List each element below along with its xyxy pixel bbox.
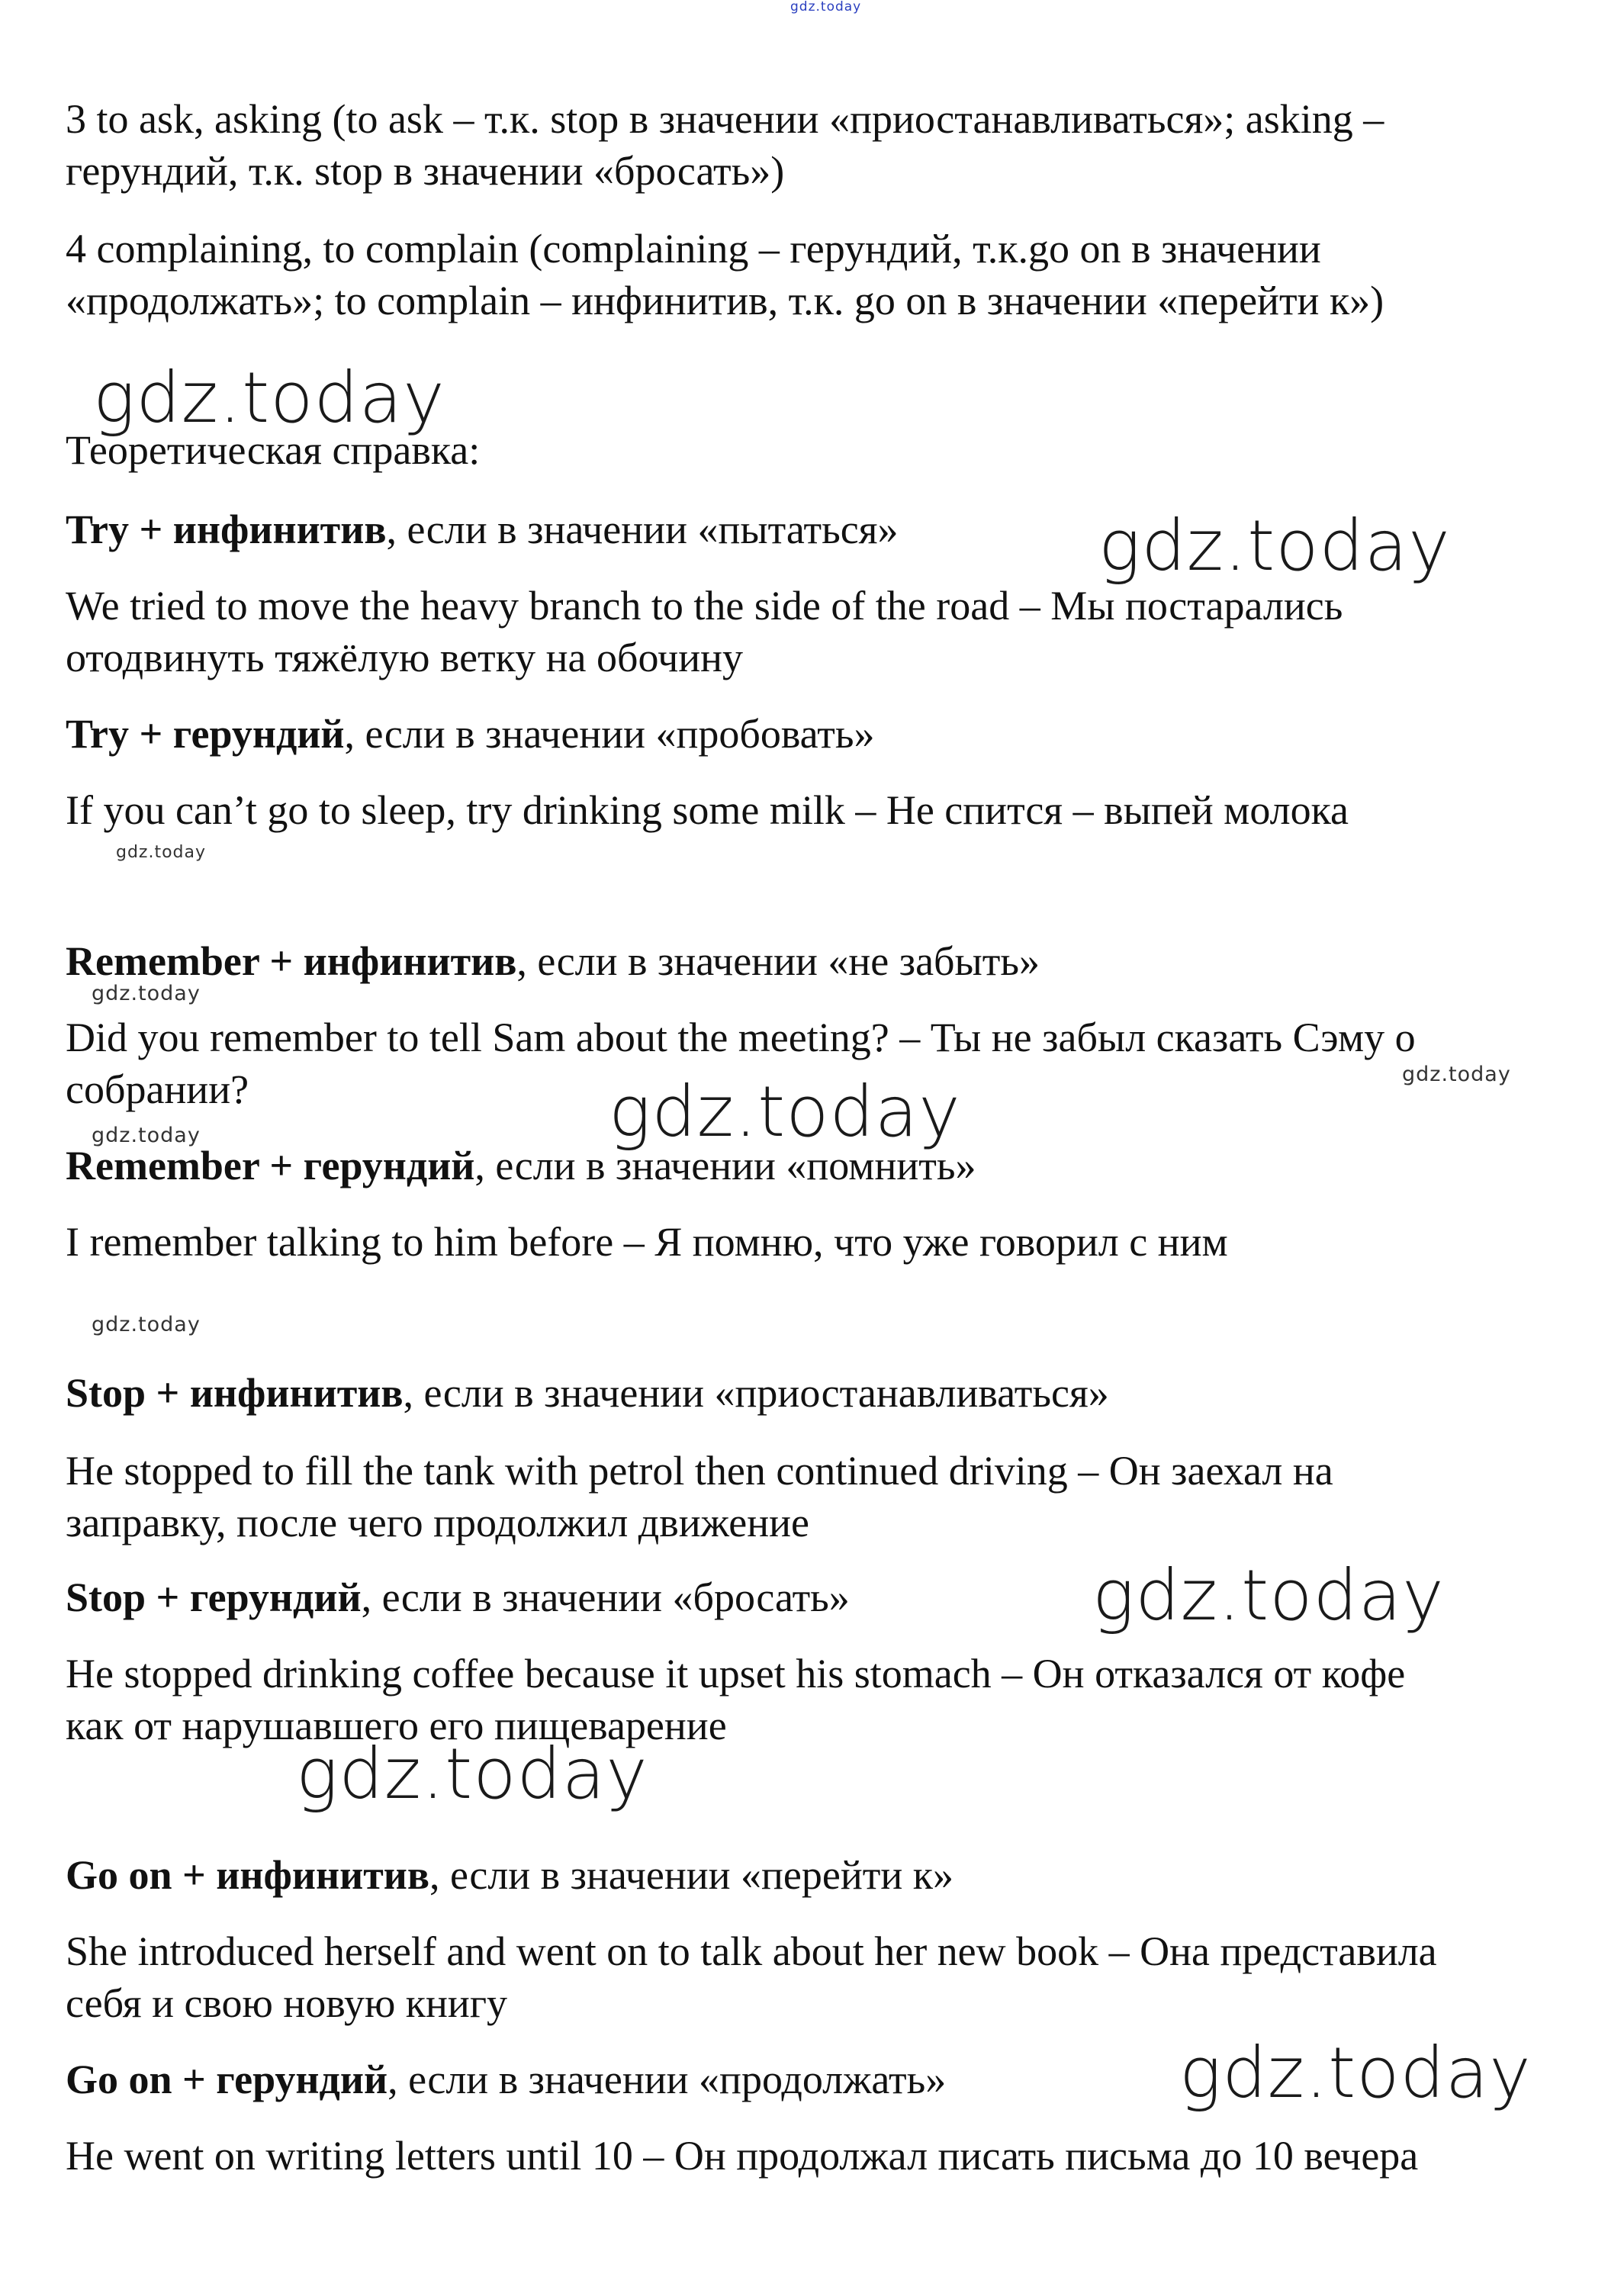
rule-stop-infinitive-bold: Stop + инфинитив xyxy=(66,1370,404,1416)
rule-remember-gerund-bold: Remember + герундий xyxy=(66,1143,475,1188)
example-go-on-gerund: He went on writing letters until 10 – Он продолжал писать письма до 10 вечера xyxy=(66,2133,1419,2179)
example-remember-infinitive-line-1: Did you remember to tell Sam about the meeting? – Ты не забыл сказать Сэму о xyxy=(66,1015,1416,1060)
example-remember-gerund: I remember talking to him before – Я помню, что уже говорил с ним xyxy=(66,1219,1228,1265)
watermark-small: gdz.today xyxy=(92,1313,201,1336)
rule-go-on-gerund-meaning: , если в значении «продолжать» xyxy=(388,2057,947,2102)
answer-4-line-1: 4 complaining, to complain (complaining – герундий, т.к.go on в значении xyxy=(66,226,1321,272)
example-stop-gerund-line-1: He stopped drinking coffee because it upset his stomach – Он отказался от кофе xyxy=(66,1651,1406,1696)
example-try-infinitive-line-1: We tried to move the heavy branch to the side of the road – Мы постарались xyxy=(66,583,1343,629)
watermark-large: gdz.today xyxy=(93,357,445,439)
answer-3-line-1: 3 to ask, asking (to ask – т.к. stop в значении «приостанавливаться»; asking – xyxy=(66,96,1384,142)
rule-try-infinitive-bold: Try + инфинитив xyxy=(66,507,387,552)
rule-stop-gerund-meaning: , если в значении «бросать» xyxy=(361,1574,850,1620)
rule-try-infinitive xyxy=(66,503,899,555)
example-stop-infinitive-line-1: He stopped to fill the tank with petrol then continued driving – Он заехал на xyxy=(66,1448,1333,1494)
watermark-large: gdz.today xyxy=(1179,2032,1532,2114)
watermark-large: gdz.today xyxy=(1092,1555,1445,1636)
rule-remember-infinitive-bold: Remember + инфинитив xyxy=(66,938,517,984)
theory-heading: Теоретическая справка: xyxy=(66,427,481,473)
example-stop-gerund-line-2: как от нарушавшего его пищеварение xyxy=(66,1703,727,1748)
rule-go-on-gerund-bold: Go on + герундий xyxy=(66,2057,388,2102)
watermark-small: gdz.today xyxy=(1402,1063,1511,1086)
rule-go-on-gerund xyxy=(66,2053,946,2105)
example-go-on-infinitive-line-1: She introduced herself and went on to talk about her new book – Она представила xyxy=(66,1928,1437,1974)
rule-remember-gerund xyxy=(66,1140,976,1192)
rule-stop-infinitive xyxy=(66,1367,1109,1419)
example-stop-infinitive-line-2: заправку, после чего продолжил движение xyxy=(66,1500,809,1545)
rule-stop-gerund-bold: Stop + герундий xyxy=(66,1574,362,1620)
example-go-on-infinitive-line-2: себя и свою новую книгу xyxy=(66,1980,507,2026)
rule-remember-infinitive xyxy=(66,935,1040,987)
watermark-small: gdz.today xyxy=(92,982,201,1005)
rule-go-on-infinitive-meaning: , если в значении «перейти к» xyxy=(429,1852,953,1898)
answer-4-line-2: «продолжать»; to complain – инфинитив, т.к. go on в значении «перейти к») xyxy=(66,278,1384,323)
rule-go-on-infinitive-bold: Go on + инфинитив xyxy=(66,1852,430,1898)
watermark-small: gdz.today xyxy=(92,1124,201,1147)
example-try-gerund: If you can’t go to sleep, try drinking some milk – Не спится – выпей молока xyxy=(66,787,1349,833)
rule-stop-infinitive-meaning: , если в значении «приостанавливаться» xyxy=(403,1370,1109,1416)
example-try-infinitive-line-2: отодвинуть тяжёлую ветку на обочину xyxy=(66,635,744,680)
rule-try-gerund-meaning: , если в значении «пробовать» xyxy=(344,711,875,757)
watermark-large: gdz.today xyxy=(609,1071,961,1153)
watermark-large: gdz.today xyxy=(1098,505,1451,587)
rule-remember-infinitive-meaning: , если в значении «не забыть» xyxy=(516,938,1040,984)
rule-remember-gerund-meaning: , если в значении «помнить» xyxy=(474,1143,976,1188)
rule-stop-gerund xyxy=(66,1571,850,1623)
watermark-small: gdz.today xyxy=(116,843,207,862)
answer-3-line-2: герундий, т.к. stop в значении «бросать») xyxy=(66,148,785,194)
rule-try-infinitive-meaning: , если в значении «пытаться» xyxy=(386,507,899,552)
rule-go-on-infinitive xyxy=(66,1849,953,1901)
example-remember-infinitive-line-2: собрании? xyxy=(66,1066,249,1112)
rule-try-gerund-bold: Try + герундий xyxy=(66,711,345,757)
watermark-large: gdz.today xyxy=(296,1733,648,1815)
rule-try-gerund xyxy=(66,708,874,760)
watermark-top: gdz.today xyxy=(790,0,862,14)
